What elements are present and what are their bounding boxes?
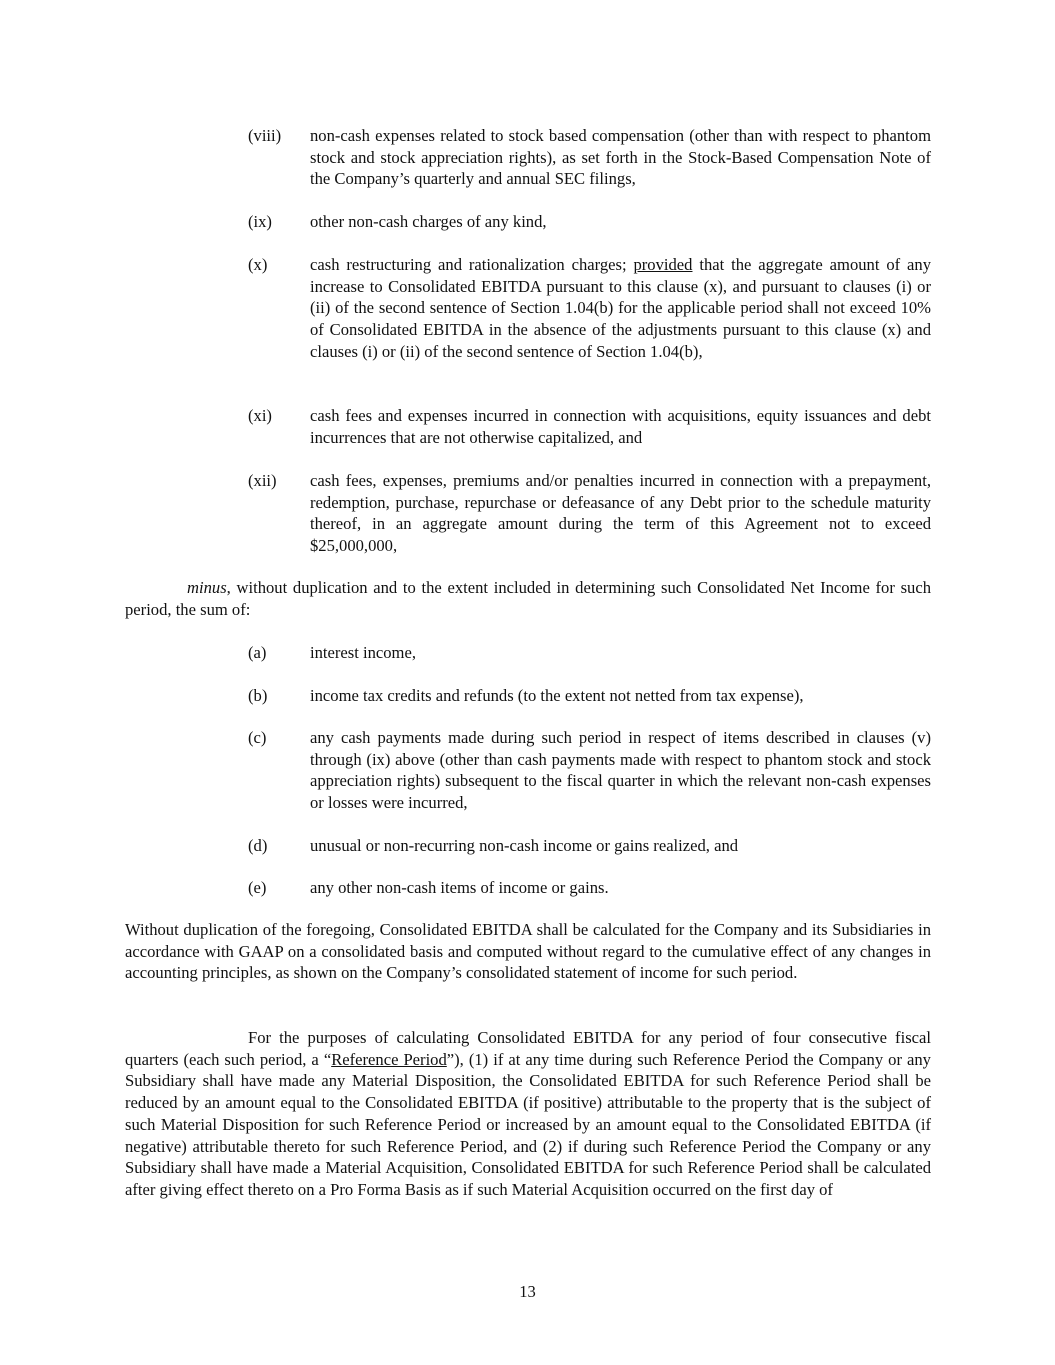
clause-label: (c) xyxy=(248,728,267,747)
defined-term-reference-period: Reference Period xyxy=(331,1049,447,1069)
clause-text: any other non-cash items of income or gains. xyxy=(310,878,609,897)
text-run: For the purposes of calculating Consolidated EBITDA for any period of four consecutive fiscal quarters (each such period, a “ xyxy=(125,1028,931,1069)
clause-label: (x) xyxy=(248,255,268,274)
clause-text: any cash payments made during such period in respect of items described in clauses (v) through (ix) above (other than cash payments made with respect to phantom stock and stock appreciation rights) subsequent to the fiscal quarter in which the relevant non-cash expenses or losses were incurred, xyxy=(310,728,931,813)
clause-text: cash fees and expenses incurred in connection with acquisitions, equity issuances and debt incurrences that are not otherwise capitalized, and xyxy=(310,406,931,447)
clause-label: (e) xyxy=(248,878,267,897)
text-run: ”), (1) if at any time during such Reference Period the Company or any Subsidiary shall have made any Material Disposition, the Consolidated EBITDA for such Reference Period shall be reduced by an amount equal to the Consolidated EBITDA (if positive) attributable to the property that is the subject of such Material Disposition for such Reference Period or increased by an amount equal to the Consolidated EBITDA (if negative) attributable thereto for such Reference Period, and (2) if during such Reference Period the Company or any Subsidiary shall have made a Material Acquisition, Consolidated EBITDA for such Reference Period shall be calculated after giving effect thereto on a Pro Forma Basis as if such Material Acquisition occurred on the first day of xyxy=(125,1049,931,1199)
clause-label: (d) xyxy=(248,836,268,855)
clause-text: income tax credits and refunds (to the extent not netted from tax expense), xyxy=(310,686,804,705)
clause-label: (b) xyxy=(248,686,268,705)
text-run: that the aggregate amount of any increase to Consolidated EBITDA pursuant to this clause (x), and pursuant to clauses (i) or (ii) of the second sentence of Section 1.04(b) for the applicable period shall not exceed 10% of Consolidated EBITDA in the absence of the adjustments pursuant to this clause (x) and clauses (i) or (ii) of the second sentence of Section 1.04(b), xyxy=(310,255,931,361)
clause-label: (xi) xyxy=(248,406,272,425)
clause-label: (xii) xyxy=(248,471,277,490)
clause-label: (a) xyxy=(248,643,267,662)
text-run: cash restructuring and rationalization charges; xyxy=(310,255,634,274)
clause-label: (viii) xyxy=(248,126,282,145)
minus-word: minus xyxy=(187,578,227,597)
clause-text: other non-cash charges of any kind, xyxy=(310,212,547,231)
clause-text: non-cash expenses related to stock based compensation (other than with respect to phantom stock and stock appreciation rights), as set forth in the Stock-Based Compensation Note of the Company’s quarterly and annual SEC filings, xyxy=(310,126,931,189)
clause-text: interest income, xyxy=(310,643,416,662)
clause-label: (ix) xyxy=(248,212,272,231)
minus-paragraph xyxy=(125,577,931,620)
defined-term-provided: provided xyxy=(633,255,693,274)
clause-text: unusual or non-recurring non-cash income or gains realized, and xyxy=(310,836,739,855)
clause-text: cash fees, expenses, premiums and/or penalties incurred in connection with a prepayment, redemption, purchase, repurchase or defeasance of any Debt prior to the schedule maturity thereof, in an aggregate amount during the term of this Agreement not to exceed $25,000,000, xyxy=(310,471,931,556)
clause-text xyxy=(310,254,931,363)
page-number: 13 xyxy=(519,1282,536,1301)
reference-period-paragraph xyxy=(125,1027,931,1201)
text-run: , without duplication and to the extent included in determining such Consolidated Net Income for such period, the sum of: xyxy=(125,578,931,619)
without-duplication-paragraph: Without duplication of the foregoing, Consolidated EBITDA shall be calculated for the Company and its Subsidiaries in accordance with GAAP on a consolidated basis and computed without regard to the cumulative effect of any changes in accounting principles, as shown on the Company’s consolidated statement of income for such period. xyxy=(125,920,931,983)
